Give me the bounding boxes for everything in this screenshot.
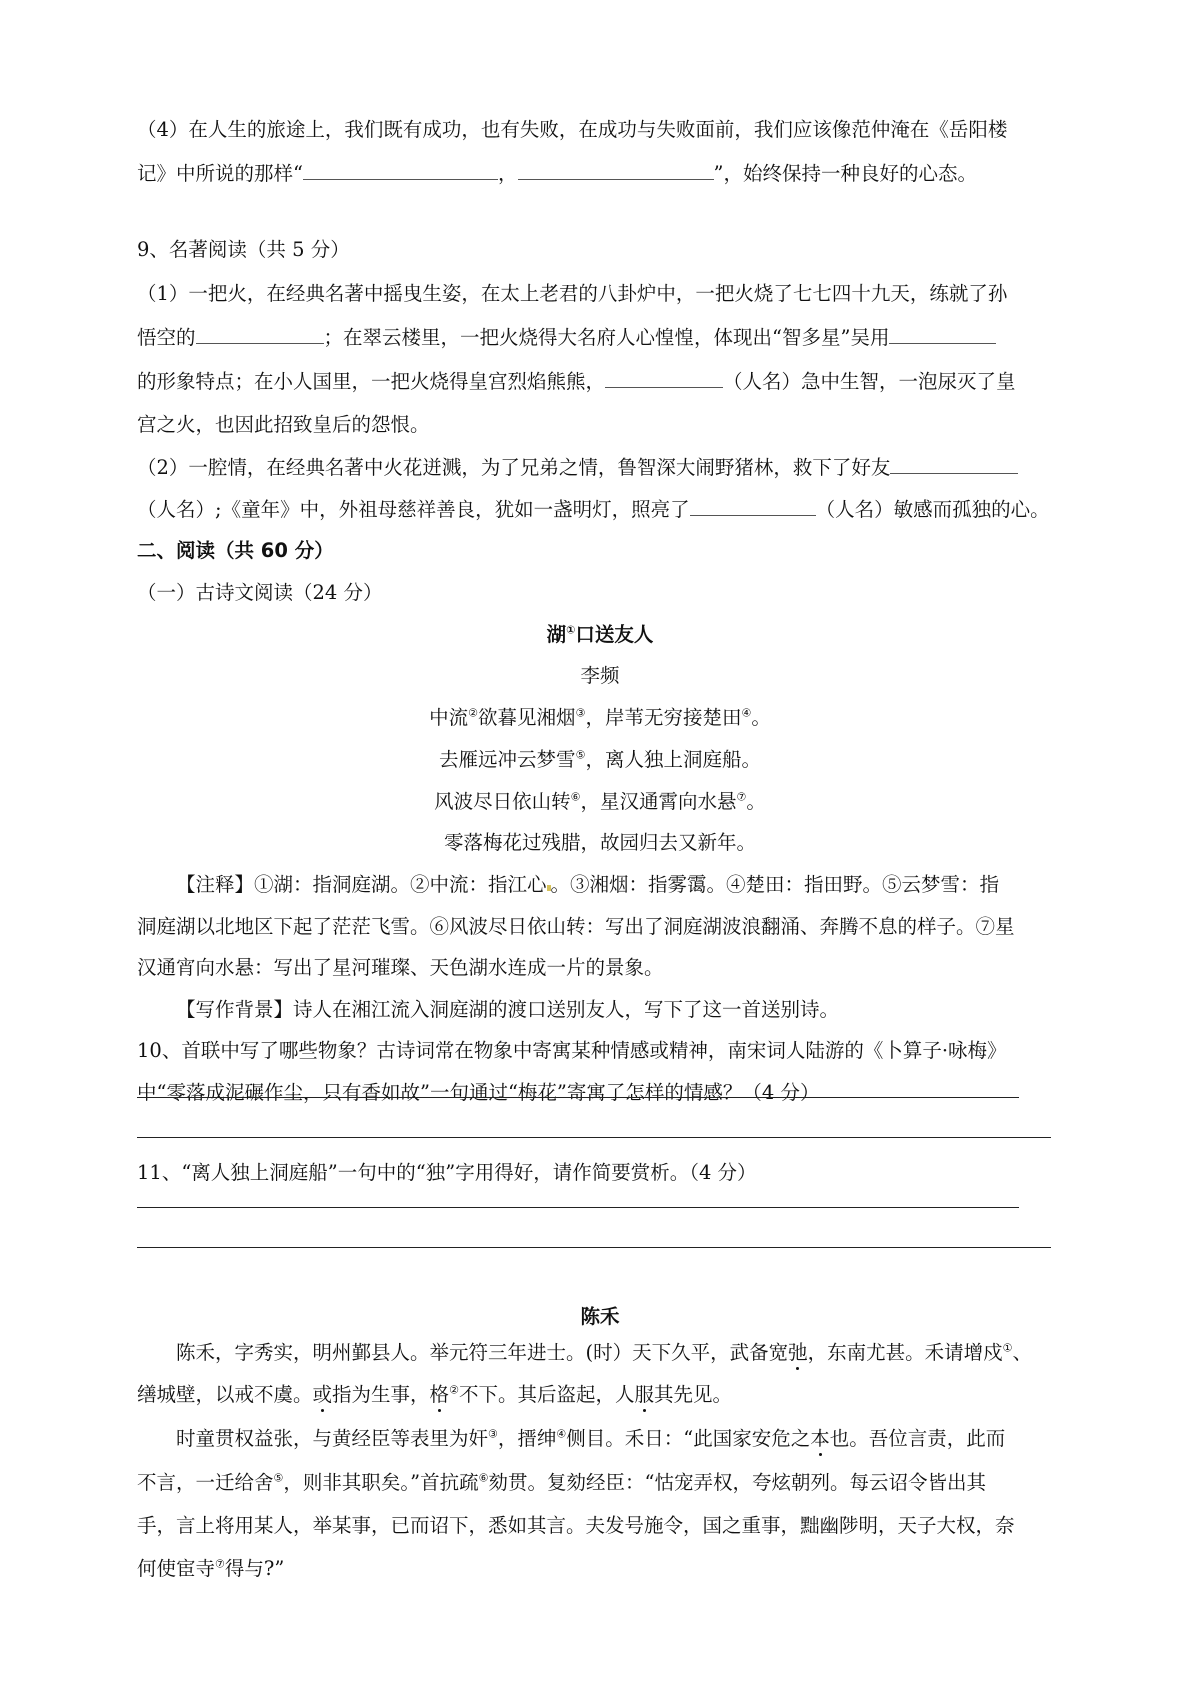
- poem-title: [0, 622, 1200, 648]
- answer-blank[interactable]: [518, 161, 714, 180]
- passage-text: 也。吾位言责，此而: [829, 1427, 1006, 1450]
- poem-title-text: 口送友人: [575, 623, 654, 646]
- footnote-marker: ②: [449, 1383, 459, 1397]
- passage-p2-line1: [176, 1426, 1005, 1452]
- q9-p1-line2: [137, 325, 996, 351]
- footnote-marker: ⑤: [575, 748, 586, 762]
- answer-line[interactable]: [137, 1137, 1051, 1138]
- q9-p1-text: 悟空的: [137, 326, 196, 349]
- passage-p2-line2: [137, 1470, 986, 1496]
- q9-p1-line1: （1）一把火，在经典名著中摇曳生姿，在太上老君的八卦炉中，一把火烧了七七四十九天，练就了孙: [137, 282, 1008, 305]
- poem-title-text: 湖: [546, 623, 567, 646]
- passage-title: 陈禾: [580, 1305, 620, 1328]
- passage-text: ，则非其职矣。”首抗疏: [283, 1471, 479, 1494]
- poem-text: 。: [751, 706, 771, 729]
- poem-text: 去雁远冲云梦雪: [439, 748, 576, 771]
- passage-p2-line3: 手，言上将用某人，举某事，已而诏下，悉如其言。夫发号施令，国之重事，黜幽陟明，天子大权，奈: [137, 1514, 1015, 1537]
- poem-text: ，离人独上洞庭船。: [585, 748, 761, 771]
- answer-blank[interactable]: [889, 325, 996, 344]
- passage-p1-line2: [137, 1382, 732, 1408]
- notes-text: 。③湘烟：指雾霭。④楚田：指田野。⑤云梦雪：指: [550, 873, 1000, 896]
- poem-text: ，岸苇无穷接楚田: [585, 706, 742, 729]
- emphasis-char: 服: [634, 1383, 654, 1406]
- poem-text: 风波尽日依山转: [434, 790, 571, 813]
- footnote-marker: ⑤: [273, 1471, 284, 1485]
- emphasis-char: 格: [429, 1383, 450, 1406]
- passage-text: 、: [1012, 1341, 1033, 1364]
- footnote-marker: ④: [741, 706, 752, 720]
- passage-p2-line4: [137, 1556, 284, 1582]
- poem-text: 欲暮见湘烟: [478, 706, 576, 729]
- poem-text: 中流: [429, 706, 469, 729]
- passage-text: 时童贯权益张，与黄经臣等表里为奸: [176, 1427, 489, 1450]
- q9-p2-text: （人名）敏感而孤独的心。: [815, 498, 1050, 521]
- q11-line1: 11、“离人独上洞庭船”一句中的“独”字用得好，请作简要赏析。（4 分）: [137, 1161, 757, 1184]
- answer-blank[interactable]: [196, 325, 324, 344]
- poem-text: ，星汉通霄向水悬: [580, 790, 737, 813]
- passage-text: 其先见。: [653, 1383, 732, 1406]
- q9-p2-line2: [137, 497, 1050, 523]
- passage-text: 侧目。禾日：“此国家安危之: [566, 1427, 811, 1450]
- passage-text: ，东南尤甚。禾请增戍: [807, 1341, 1003, 1364]
- q9-p2-line1: [137, 455, 1018, 481]
- answer-line[interactable]: [137, 1097, 1019, 1098]
- poem-text: 。: [746, 790, 766, 813]
- passage-text: 不下。其后盗起，人: [458, 1383, 635, 1406]
- q8-4-text-b: ”，始终保持一种良好的心态。: [713, 162, 977, 185]
- poem-notes-line1: [176, 872, 999, 898]
- poem-line: [0, 705, 1200, 731]
- poem-notes-line3: 汉通宵向水悬：写出了星河璀璨、天色湖水连成一片的景象。: [137, 956, 664, 979]
- q8-4-line1: （4）在人生的旅途上，我们既有成功，也有失败，在成功与失败面前，我们应该像范仲淹在《岳阳楼: [137, 118, 1008, 141]
- poem-line: 零落梅花过残腊，故园归去又新年。: [443, 831, 756, 854]
- answer-blank[interactable]: [690, 497, 816, 516]
- q8-4-line2: [137, 161, 977, 187]
- poem-notes-line2: 洞庭湖以北地区下起了茫茫飞雪。⑥风波尽日依山转：写出了洞庭湖波浪翻涌、奔腾不息的样子。⑦星: [137, 915, 1015, 938]
- emphasis-char: 本: [810, 1427, 830, 1450]
- writing-background: 【写作背景】诗人在湘江流入洞庭湖的渡口送别友人，写下了这一首送别诗。: [176, 998, 840, 1021]
- passage-text: 不言，一迁给舍: [137, 1471, 274, 1494]
- passage-text: 指为生事，: [332, 1383, 430, 1406]
- q9-p1-text: ；在翠云楼里，一把火烧得大名府人心惶惶，体现出“智多星”吴用: [323, 326, 890, 349]
- q8-4-text-a: 记》中所说的那样“: [137, 162, 303, 185]
- q9-p1-line4: 宫之火，也因此招致皇后的怨恨。: [137, 413, 430, 436]
- passage-text: ，搢绅: [497, 1427, 557, 1450]
- footnote-marker: ⑥: [570, 790, 581, 804]
- q9-p2-text: （人名）;《童年》中，外祖母慈祥善良，犹如一盏明灯，照亮了: [137, 498, 690, 521]
- answer-line[interactable]: [137, 1207, 1019, 1208]
- footnote-marker: ②: [468, 706, 479, 720]
- q10-line1: 10、首联中写了哪些物象？古诗词常在物象中寄寓某种情感或精神，南宋词人陆游的《卜算子·咏梅》: [137, 1039, 1007, 1062]
- passage-text: 得与?”: [224, 1557, 285, 1580]
- answer-blank[interactable]: [890, 455, 1018, 474]
- answer-line[interactable]: [137, 1247, 1051, 1248]
- q9-title: 9、名著阅读（共 5 分）: [137, 238, 350, 261]
- footnote-marker: ①: [566, 623, 576, 637]
- notes-text: 【注释】①湖：指洞庭湖。②中流：指江心: [176, 873, 547, 896]
- answer-blank[interactable]: [303, 161, 498, 180]
- passage-text: 陈禾，字秀实，明州鄞县人。举元符三年进士。(时）天下久平，武备宽: [176, 1341, 789, 1364]
- footnote-marker: ①: [1002, 1341, 1013, 1355]
- q9-p2-text: （2）一腔情，在经典名著中火花迸溅，为了兄弟之情，鲁智深大闹野猪林，救下了好友: [137, 456, 891, 479]
- footnote-marker: ③: [488, 1427, 498, 1441]
- passage-p1-line1: [176, 1340, 1032, 1366]
- passage-text: 何使宦寺: [137, 1557, 216, 1580]
- q9-p1-text: （人名）急中生智，一泡尿灭了皇: [723, 370, 1016, 393]
- q9-p1-line3: [137, 369, 1016, 395]
- section-title: 二、阅读（共 60 分）: [137, 539, 334, 562]
- emphasis-char: 或: [312, 1383, 333, 1406]
- q8-4-sep: ，: [497, 162, 518, 185]
- poem-line: [0, 789, 1200, 815]
- poem-author: 李频: [580, 664, 620, 687]
- footnote-marker: ④: [556, 1427, 567, 1441]
- subsection-title: （一）古诗文阅读（24 分）: [137, 581, 383, 604]
- footnote-marker: ③: [575, 706, 586, 720]
- footnote-marker: ⑦: [736, 790, 747, 804]
- footnote-marker: ⑥: [478, 1471, 489, 1485]
- footnote-marker: ⑦: [215, 1557, 225, 1571]
- passage-text: 缮城壁，以戒不虞。: [137, 1383, 313, 1406]
- poem-line: [0, 747, 1200, 773]
- passage-text: 劾贯。复劾经臣：“怙宠弄权，夸炫朝列。每云诏令皆出其: [488, 1471, 986, 1494]
- q10-line2: 中“零落成泥碾作尘，只有香如故”一句通过“梅花”寄寓了怎样的情感？（4 分）: [137, 1081, 820, 1104]
- emphasis-char: 弛: [788, 1341, 808, 1364]
- q9-p1-text: 的形象特点；在小人国里，一把火烧得皇宫烈焰熊熊，: [137, 370, 606, 393]
- answer-blank[interactable]: [605, 369, 723, 388]
